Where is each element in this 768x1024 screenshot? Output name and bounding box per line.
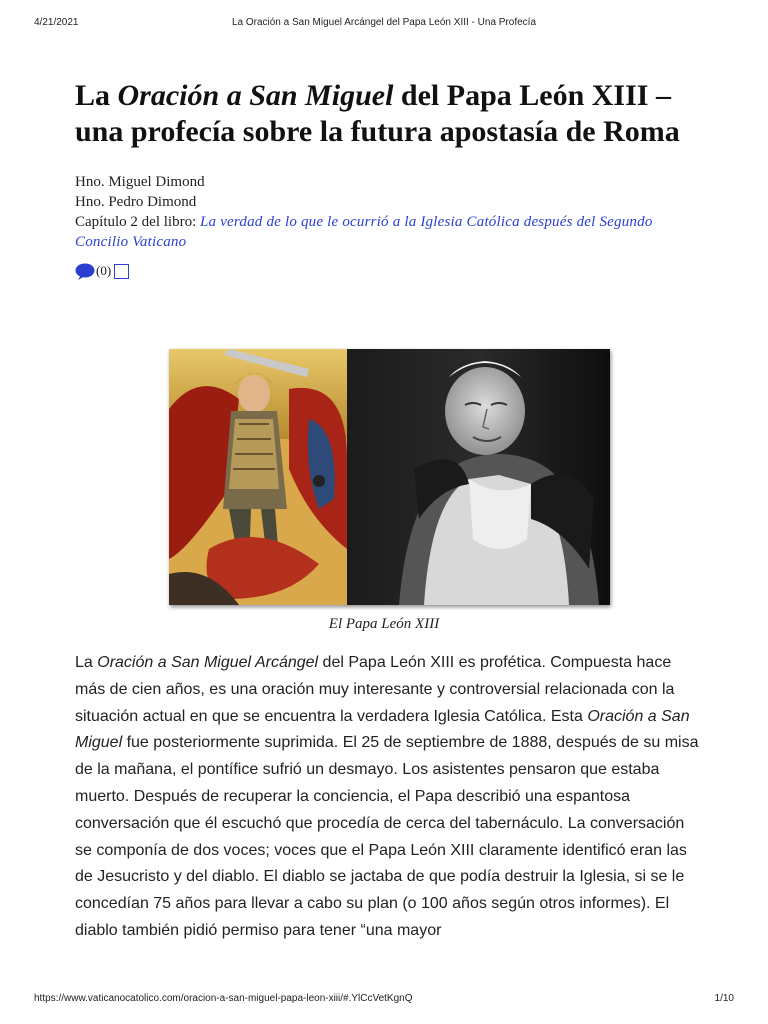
author-2: Hno. Pedro Dimond: [75, 194, 197, 210]
chapter-line: [75, 212, 700, 252]
print-page-number: 1/10: [714, 993, 734, 1004]
comment-count[interactable]: (0): [96, 263, 112, 278]
speech-bubble-icon[interactable]: [75, 263, 94, 279]
print-page-title: La Oración a San Miguel Arcángel del Papa León XIII - Una Profecía: [231, 17, 537, 28]
body-italic-1: Oración a San Miguel Arcángel: [97, 654, 319, 671]
print-header: [0, 17, 768, 31]
article-header: [75, 78, 700, 282]
author-1: Hno. Miguel Dimond: [75, 174, 205, 190]
image-caption: El Papa León XIII: [328, 616, 440, 632]
article-body: [75, 650, 705, 945]
chapter-label: Capítulo 2 del libro:: [75, 214, 200, 230]
article-meta: [75, 172, 700, 252]
print-footer: [0, 993, 768, 1007]
body-text-2: del Papa León XIII es profética. Compuesta hace más de cien años, es una oración muy interesante y controversial relacionada con la situación actual en que se encuentra la verdadera Iglesia Católica. Esta: [75, 654, 675, 725]
pope-and-archangel-image: [169, 349, 610, 605]
title-rest: del Papa León XIII – una profecía sobre la futura apostasía de Roma: [75, 79, 680, 148]
comments-row: [75, 260, 700, 282]
title-prefix: La: [75, 79, 118, 112]
print-url: https://www.vaticanocatolico.com/oracion-a-san-miguel-papa-leon-xiii/#.YlCcVetKgnQ: [34, 993, 413, 1004]
print-date: 4/21/2021: [34, 17, 79, 28]
article-title: [75, 78, 700, 150]
body-text-3: fue posteriormente suprimida. El 25 de septiembre de 1888, después de su misa de la mañana, el pontífice sufrió un desmayo. Los asistentes pensaron que estaba muerto. Después de recuperar la conciencia, el Papa describió una espantosa conversación que él escuchó que procedía de cerca del tabernáculo. La conversación se componía de dos voces; voces que el Papa León XIII claramente identificó eran las de Jesucristo y del diablo. El diablo se jactaba de que podía destruir la Iglesia, si se le concedían 75 años para llevar a cabo su plan (o 100 años según otros informes). El diablo también pidió permiso para tener “una mayor: [75, 734, 699, 939]
checkbox-icon[interactable]: [114, 264, 129, 279]
chapter-book-link[interactable]: La verdad de lo que le ocurrió a la Iglesia Católica después del Segundo Concilio Vaticano: [75, 214, 653, 250]
body-italic-2: Oración a San Miguel: [75, 707, 690, 752]
body-text-1: La: [75, 654, 98, 671]
article-image: [169, 349, 610, 605]
body-paragraph: [75, 650, 705, 945]
title-italic: Oración a San Miguel: [117, 79, 394, 112]
